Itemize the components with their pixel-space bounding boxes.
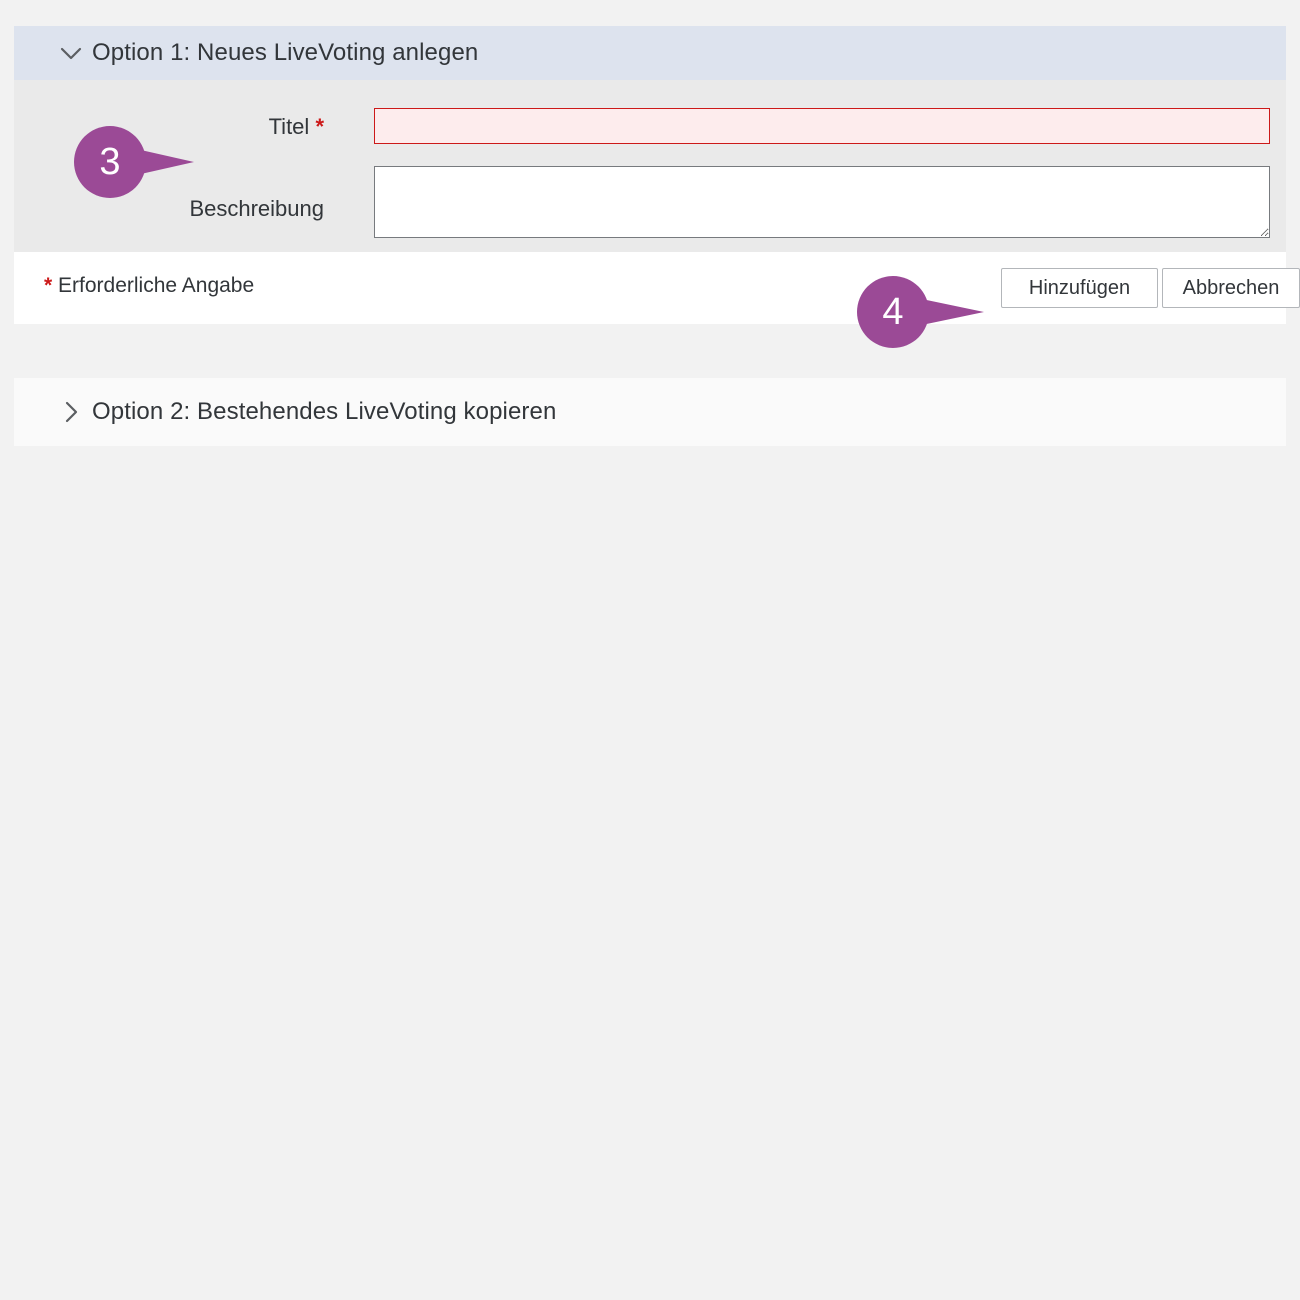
beschreibung-textarea[interactable] (374, 166, 1270, 238)
chevron-right-icon[interactable] (58, 399, 84, 425)
panel-option-2-header[interactable] (14, 378, 1286, 446)
titel-input[interactable] (374, 108, 1270, 144)
required-note (44, 274, 254, 298)
abbrechen-button[interactable]: Abbrechen (1162, 268, 1300, 308)
required-note-asterisk: * (44, 274, 53, 297)
callout-4-number: 4 (882, 291, 904, 333)
chevron-down-icon[interactable] (58, 40, 84, 66)
panel-option-1-body (14, 80, 1286, 252)
beschreibung-label: Beschreibung (189, 196, 324, 221)
panel-option-1-title: Option 1: Neues LiveVoting anlegen (92, 39, 479, 66)
titel-label-text: Titel (268, 114, 310, 139)
panel-option-1 (14, 26, 1286, 324)
panel-option-1-header[interactable] (14, 26, 1286, 80)
callout-3-number: 3 (99, 141, 121, 183)
panel-option-1-footer (14, 252, 1286, 324)
callout-marker-4 (857, 276, 977, 348)
panel-option-2-title: Option 2: Bestehendes LiveVoting kopieren (92, 398, 557, 425)
panel-option-2[interactable] (14, 378, 1286, 446)
required-note-text: Erforderliche Angabe (58, 274, 255, 297)
required-asterisk: * (315, 114, 324, 139)
hinzufuegen-button[interactable]: Hinzufügen (1001, 268, 1158, 308)
callout-marker-3 (74, 126, 194, 198)
